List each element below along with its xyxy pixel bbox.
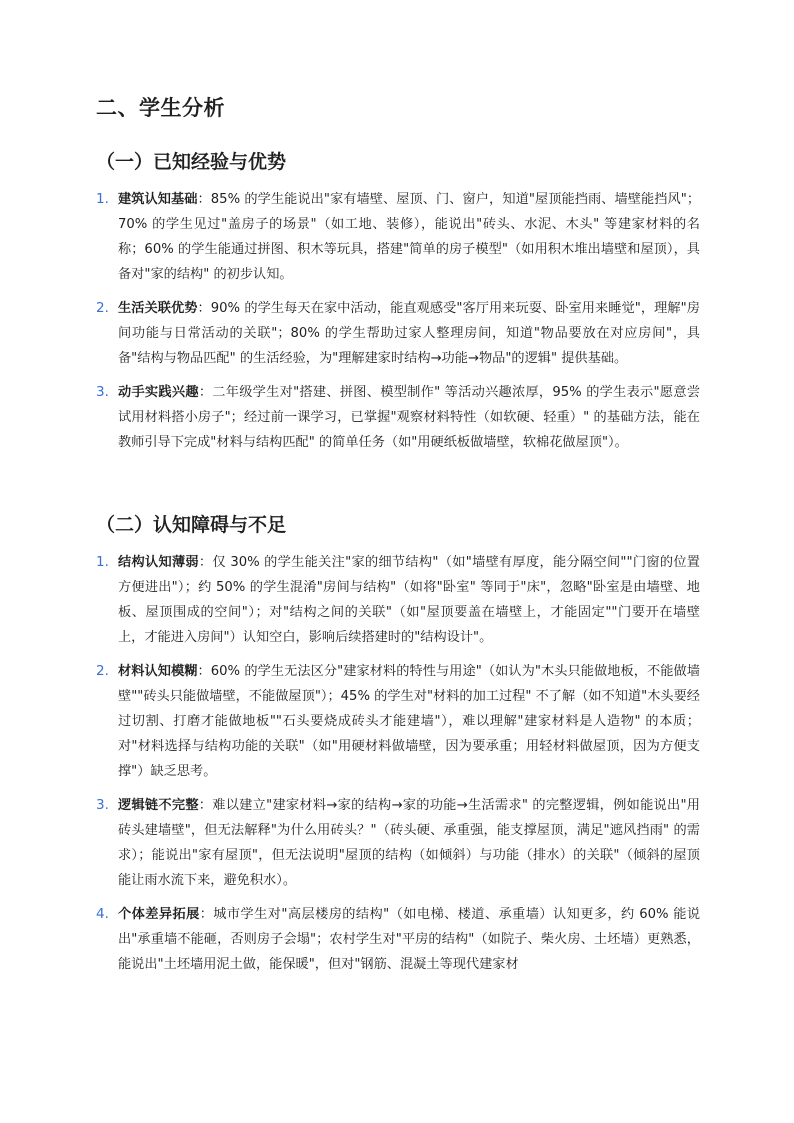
list-item [96, 793, 700, 893]
list-number: 3. [96, 797, 109, 813]
known-experience-list [96, 187, 700, 464]
item-text: ：85% 的学生能说出"家有墙壁、屋顶、门、窗户，知道"屋顶能挡雨、墙壁能挡风"；70% 的学生见过"盖房子的场景"（如工地、装修），能说出"砖头、水泥、木头" 等建家材料的名称；60% 的学生能通过拼图、积木等玩具，搭建"简单的房子模型"（如用积木堆出墙壁和屋顶），具备对"家的结构" 的初步认知。 [118, 192, 701, 282]
subsection-heading-known: （一）已知经验与优势 [96, 151, 287, 173]
list-item [96, 187, 700, 287]
list-item [96, 659, 700, 784]
list-number: 4. [96, 906, 109, 922]
list-item [96, 380, 700, 455]
item-lead: 逻辑链不完整 [118, 798, 199, 813]
item-text: ：二年级学生对"搭建、拼图、模型制作" 等活动兴趣浓厚，95% 的学生表示"愿意尝试用材料搭小房子"；经过前一课学习，已掌握"观察材料特性（如软硬、轻重）" 的基础方法，能在教师引导下完成"材料与结构匹配" 的简单任务（如"用硬纸板做墙壁，软棉花做屋顶"）。 [118, 385, 701, 450]
section-title: 二、学生分析 [96, 96, 225, 120]
item-text: ：90% 的学生每天在家中活动，能直观感受"客厅用来玩耍、卧室用来睡觉"，理解"房间功能与日常活动的关联"；80% 的学生帮助过家人整理房间，知道"物品要放在对应房间"，具备"结构与物品匹配" 的生活经验，为"理解建家时结构→功能→物品"的逻辑" 提供基础。 [118, 301, 700, 366]
item-text: ：城市学生对"高层楼房的结构"（如电梯、楼道、承重墙）认知更多，约 60% 能说出"承重墙不能砸，否则房子会塌"；农村学生对"平房的结构"（如院子、柴火房、土坯墙）更熟悉，能说出"土坯墙用泥土做，能保暖"，但对"钢筋、混凝土等现代建家材 [118, 907, 701, 972]
cognitive-obstacles-list [96, 550, 700, 986]
list-number: 1. [96, 554, 109, 570]
item-lead: 结构认知薄弱 [118, 555, 199, 570]
item-lead: 建筑认知基础 [118, 192, 198, 207]
list-item [96, 902, 700, 977]
item-lead: 动手实践兴趣 [118, 385, 199, 400]
list-item [96, 296, 700, 371]
item-lead: 材料认知模糊 [118, 664, 198, 679]
list-item [96, 550, 700, 650]
list-number: 2. [96, 300, 109, 316]
item-lead: 个体差异拓展 [118, 907, 200, 922]
list-number: 2. [96, 663, 109, 679]
list-number: 3. [96, 384, 109, 400]
item-text: ：难以建立"建家材料→家的结构→家的功能→生活需求" 的完整逻辑，例如能说出"用砖头建墙壁"，但无法解释"为什么用砖头？"（砖头硬、承重强，能支撑屋顶，满足"遮风挡雨" 的需求）；能说出"家有屋顶"，但无法说明"屋顶的结构（如倾斜）与功能（排水）的关联"（倾斜的屋顶能让雨水流下来，避免积水）。 [118, 798, 700, 888]
list-number: 1. [96, 191, 109, 207]
subsection-heading-obstacles: （二）认知障碍与不足 [96, 514, 287, 536]
item-text: ：60% 的学生无法区分"建家材料的特性与用途"（如认为"木头只能做地板，不能做墙壁""砖头只能做墙壁，不能做屋顶"）；45% 的学生对"材料的加工过程" 不了解（如不知道"木头要经过切割、打磨才能做地板""石头要烧成砖头才能建墙"），难以理解"建家材料是人造物" 的本质；对"材料选择与结构功能的关联"（如"用硬材料做墙壁，因为要承重；用轻材料做屋顶，因为方便支撑"）缺乏思考。 [118, 664, 700, 779]
item-lead: 生活关联优势 [118, 301, 198, 316]
item-text: ：仅 30% 的学生能关注"家的细节结构"（如"墙壁有厚度，能分隔空间""门窗的位置方便进出"）；约 50% 的学生混淆"房间与结构"（如将"卧室" 等同于"床"，忽略"卧室是由墙壁、地板、屋顶围成的空间"）；对"结构之间的关联"（如"屋顶要盖在墙壁上，才能固定""门要开在墙壁上，才能进入房间"）认知空白，影响后续搭建时的"结构设计"。 [118, 555, 700, 645]
